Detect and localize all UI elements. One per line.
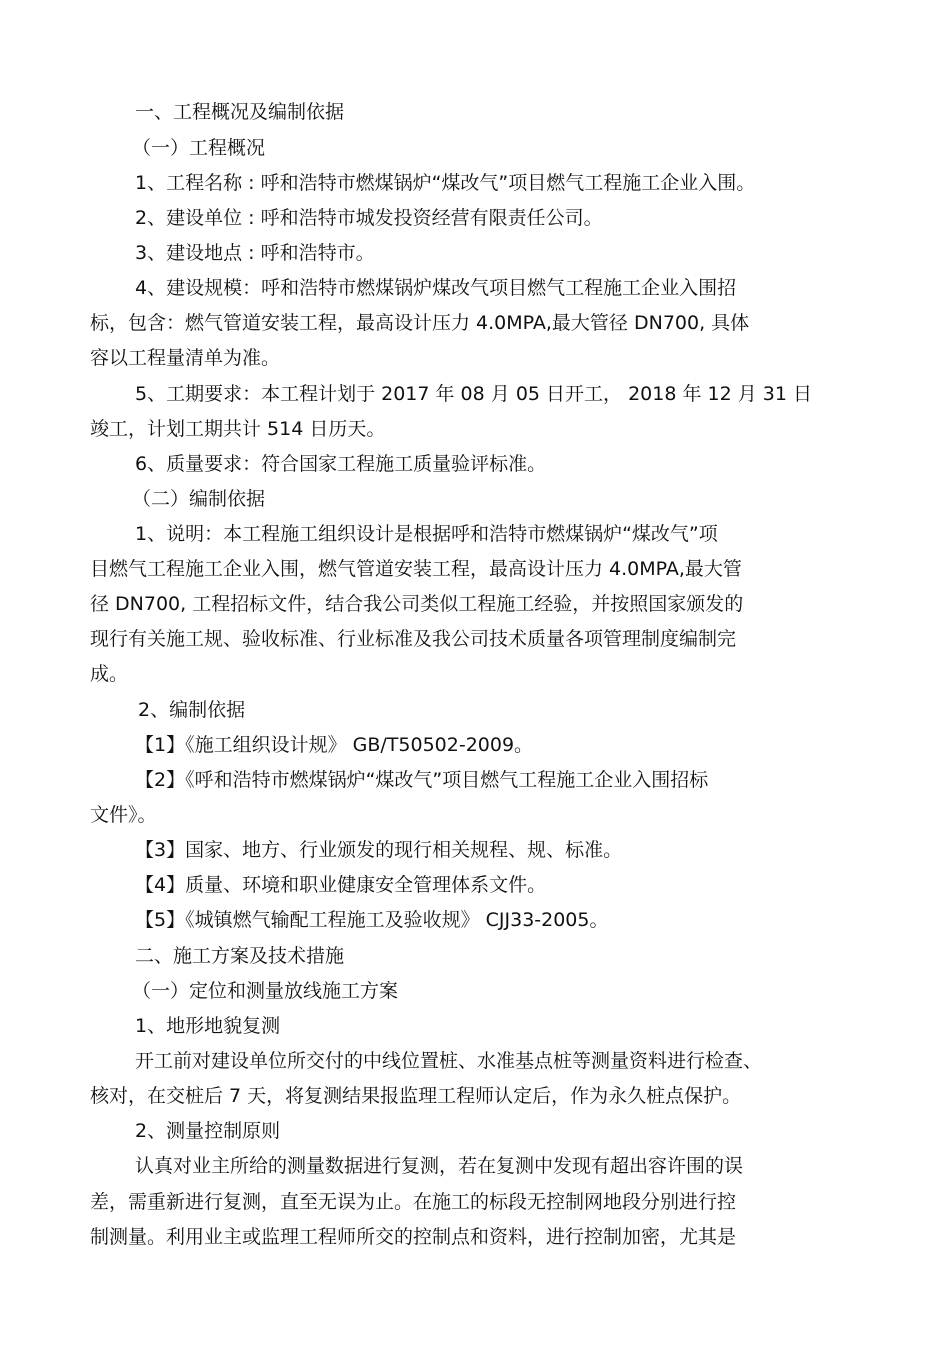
reference-item: 【5】《城镇燃气输配工程施工及验收规》 CJJ33-2005。 [135,909,609,931]
paragraph-line: 目燃气工程施工企业入围，燃气管道安装工程，最高设计压力 4.0MPA,最大管 [90,558,742,580]
subheading-1-1: （一）工程概况 [132,137,266,159]
heading-2: 二、施工方案及技术措施 [135,945,345,967]
paragraph-line: 5、工期要求：本工程计划于 2017 年 08 月 05 日开工， 2018 年 12 月 31 日 [135,383,812,405]
paragraph-line: 核对，在交桩后 7 天，将复测结果报监理工程师认定后，作为永久桩点保护。 [90,1085,742,1107]
paragraph-line: 1、说明：本工程施工组织设计是根据呼和浩特市燃煤锅炉“煤改气”项 [135,523,718,545]
paragraph-line: 2、编制依据 [138,699,246,721]
paragraph-line: 2、测量控制原则 [135,1120,281,1142]
subheading-2-1: （一）定位和测量放线施工方案 [132,980,399,1002]
paragraph-line: 文件》。 [90,804,157,826]
paragraph-line: 2、建设单位 : 呼和浩特市城发投资经营有限责任公司。 [135,207,603,229]
reference-item: 【1】《施工组织设计规》 GB/T50502-2009。 [135,734,534,756]
paragraph-line: 1、工程名称 : 呼和浩特市燃煤锅炉“煤改气”项目燃气工程施工企业入围。 [135,172,756,194]
paragraph-line: 4、建设规模：呼和浩特市燃煤锅炉煤改气项目燃气工程施工企业入围招 [135,277,737,299]
subheading-1-2: （二）编制依据 [132,488,266,510]
paragraph-line: 3、建设地点 : 呼和浩特市。 [135,242,375,264]
paragraph-line: 制测量。利用业主或监理工程师所交的控制点和资料，进行控制加密，尤其是 [90,1226,737,1248]
paragraph-line: 容以工程量清单为准。 [90,347,281,369]
paragraph-line: 径 DN700, 工程招标文件，结合我公司类似工程施工经验，并按照国家颁发的 [90,593,744,615]
paragraph-line: 标，包含：燃气管道安装工程，最高设计压力 4.0MPA,最大管径 DN700, 具体 [90,312,750,334]
paragraph-line: 1、地形地貌复测 [135,1015,281,1037]
reference-item: 【4】质量、环境和职业健康安全管理体系文件。 [135,874,547,896]
paragraph-line: 成。 [90,663,129,685]
reference-item: 【2】《呼和浩特市燃煤锅炉“煤改气”项目燃气工程施工企业入围招标 [135,769,709,791]
paragraph-line: 竣工，计划工期共计 514 日历天。 [90,418,386,440]
reference-item: 【3】国家、地方、行业颁发的现行相关规程、规、标准。 [135,839,623,861]
paragraph-line: 差，需重新进行复测，直至无误为止。在施工的标段无控制网地段分别进行控 [90,1191,737,1213]
heading-1: 一、工程概况及编制依据 [135,101,345,123]
paragraph-line: 开工前对建设单位所交付的中线位置桩、水准基点桩等测量资料进行检查、 [135,1050,763,1072]
paragraph-line: 认真对业主所给的测量数据进行复测，若在复测中发现有超出容许围的误 [135,1155,744,1177]
paragraph-line: 现行有关施工规、验收标准、行业标准及我公司技术质量各项管理制度编制完 [90,628,737,650]
paragraph-line: 6、质量要求：符合国家工程施工质量验评标准。 [135,453,547,475]
